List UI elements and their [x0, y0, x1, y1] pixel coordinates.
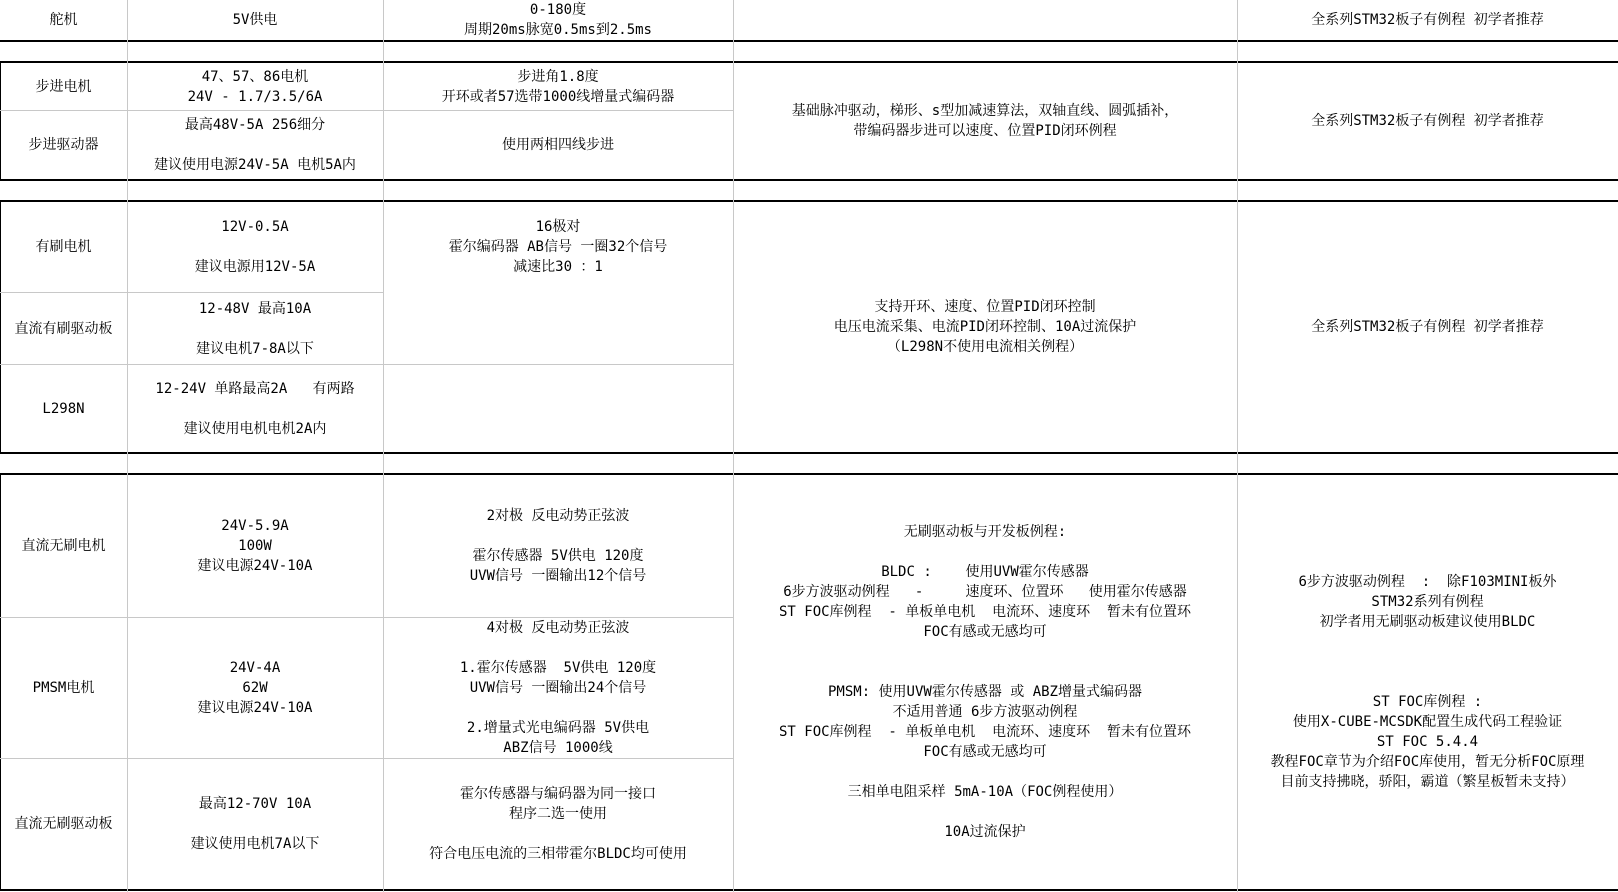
servo-label	[0, 0, 127, 40]
brushed-driver-spec-line: 建议电机7-8A以下	[196, 340, 314, 357]
brushless-examples-line: 三相单电阻采样 5mA-10A（FOC例程使用）	[847, 784, 1123, 800]
stepper-motor-spec-line: 47、57、86电机	[201, 68, 309, 85]
brushless-examples-line: FOC有感或无感均可	[923, 624, 1047, 640]
brushless-motor-spec-line: 24V-5.9A	[221, 518, 289, 534]
pmsm-label	[0, 618, 127, 758]
brushed-motor-feature	[383, 202, 733, 292]
brushless-support-line: 6步方波驱动例程 : 除F103MINI板外	[1298, 574, 1557, 590]
brushless-examples-line: PMSM: 使用UVW霍尔传感器 或 ABZ增量式编码器	[827, 684, 1142, 700]
brushed-motor-spec	[127, 202, 383, 292]
brushless-examples-line: 无刷驱动板与开发板例程:	[903, 524, 1067, 540]
pmsm-feature-line: UVW信号 一圈输出24个信号	[469, 680, 647, 696]
brushless-motor-spec	[127, 475, 383, 617]
pmsm-spec	[127, 618, 383, 758]
brushed-examples-line: （L298N不使用电流相关例程）	[886, 339, 1084, 355]
stepper-driver-feature	[383, 111, 733, 179]
brushless-examples	[733, 475, 1237, 889]
l298n-label	[0, 365, 127, 452]
brushed-examples-line: 电压电流采集、电流PID闭环控制、10A过流保护	[833, 319, 1137, 335]
l298n-spec-line	[251, 399, 259, 419]
l298n-spec-line: 建议使用电机电机2A内	[183, 420, 327, 437]
row-border	[0, 40, 1618, 42]
row-border	[0, 889, 1618, 891]
stepper-support-text: 全系列STM32板子有例程 初学者推荐	[1311, 113, 1544, 129]
brushless-examples-line: 6步方波驱动例程 - 速度环、位置环 使用霍尔传感器	[783, 584, 1187, 600]
brushed-driver-spec-line: 12-48V 最高10A	[198, 300, 312, 317]
l298n-label-text: L298N	[42, 400, 85, 417]
stepper-examples-line: 带编码器步进可以速度、位置PID闭环例程	[853, 123, 1117, 139]
brushed-motor-spec-line: 12V-0.5A	[221, 219, 289, 235]
brushed-support-text: 全系列STM32板子有例程 初学者推荐	[1311, 319, 1544, 335]
brushless-support-line: 教程FOC章节为介绍FOC库使用，暂无分析FOC原理	[1270, 754, 1585, 770]
brushless-support-line: 目前支持拂晓，骄阳，霸道（繁星板暂未支持）	[1280, 774, 1575, 790]
brushless-examples-line: BLDC : 使用UVW霍尔传感器	[881, 564, 1089, 580]
stepper-support	[1237, 63, 1618, 179]
brushless-driver-label-text: 直流无刷驱动板	[14, 816, 113, 832]
stepper-motor-spec-line: 24V - 1.7/3.5/6A	[187, 88, 323, 105]
servo-feature-line: 周期20ms脉宽0.5ms到2.5ms	[463, 22, 652, 38]
brushed-motor-feature-line: 16极对	[535, 219, 581, 235]
brushed-driver-label-text: 直流有刷驱动板	[14, 320, 113, 337]
brushed-examples	[733, 202, 1237, 452]
pmsm-spec-line: 62W	[242, 680, 268, 696]
row-border	[0, 179, 1618, 181]
pmsm-label-text: PMSM电机	[32, 680, 95, 696]
servo-spec-text: 5V供电	[232, 12, 278, 28]
brushless-driver-feature-line: 程序二选一使用	[509, 806, 607, 822]
brushless-support-line: ST FOC库例程 :	[1372, 694, 1483, 710]
brushless-examples-line: FOC有感或无感均可	[923, 744, 1047, 760]
pmsm-feature-line: 1.霍尔传感器 5V供电 120度	[459, 660, 657, 676]
pmsm-spec-line: 24V-4A	[229, 660, 281, 676]
l298n-spec-line: 12-24V 单路最高2A 有两路	[155, 380, 355, 397]
brushless-driver-spec-line	[251, 814, 259, 834]
stepper-driver-spec-line: 最高48V-5A 256细分	[184, 117, 326, 133]
servo-spec	[127, 0, 383, 40]
brushless-motor-feature-line	[554, 526, 562, 546]
brushed-examples-line: 支持开环、速度、位置PID闭环控制	[874, 299, 1096, 315]
brushless-motor-label	[0, 475, 127, 617]
row-border	[0, 452, 1618, 454]
brushless-driver-feature	[383, 759, 733, 889]
brushed-motor-feature-line: 霍尔编码器 AB信号 一圈32个信号	[448, 239, 668, 255]
stepper-motor-label-text: 步进电机	[35, 78, 92, 95]
l298n-spec	[127, 365, 383, 452]
brushless-examples-line	[981, 642, 989, 662]
brushless-driver-feature-line: 符合电压电流的三相带霍尔BLDC均可使用	[429, 846, 687, 862]
stepper-driver-label	[0, 111, 127, 179]
brushed-driver-spec-line	[251, 319, 259, 339]
stepper-driver-label-text: 步进驱动器	[28, 137, 99, 153]
brushless-support-line	[1423, 652, 1431, 672]
servo-feature	[383, 0, 733, 40]
pmsm-feature-line: 2.增量式光电编码器 5V供电	[466, 720, 650, 736]
stepper-driver-spec-line	[251, 135, 259, 155]
brushed-support	[1237, 202, 1618, 452]
stepper-motor-feature-line: 开环或者57选带1000线增量式编码器	[441, 88, 675, 105]
pmsm-feature-line	[554, 698, 562, 718]
brushless-examples-line	[981, 662, 989, 682]
stepper-examples	[733, 63, 1237, 179]
servo-support	[1237, 0, 1618, 40]
stepper-motor-feature	[383, 63, 733, 110]
brushless-motor-feature	[383, 475, 733, 617]
brushless-driver-spec	[127, 759, 383, 889]
brushless-examples-line: 不适用普通 6步方波驱动例程	[892, 704, 1078, 720]
brushless-examples-line	[981, 542, 989, 562]
brushed-motor-feature-line: 减速比30 ：1	[513, 259, 603, 275]
stepper-driver-spec-line: 建议使用电源24V-5A 电机5A内	[154, 157, 356, 173]
brushless-motor-feature-line: 霍尔传感器 5V供电 120度	[472, 548, 644, 564]
brushless-examples-line: ST FOC库例程 - 单板单电机 电流环、速度环 暂未有位置环	[778, 604, 1191, 620]
brushed-motor-spec-line: 建议电源用12V-5A	[194, 259, 316, 275]
brushless-driver-spec-line: 最高12-70V 10A	[198, 796, 312, 812]
brushless-support-line: 使用X-CUBE-MCSDK配置生成代码工程验证	[1292, 714, 1563, 730]
pmsm-feature-line	[554, 638, 562, 658]
pmsm-feature-line: ABZ信号 1000线	[503, 740, 613, 756]
pmsm-feature	[383, 618, 733, 758]
brushless-motor-feature-line: UVW信号 一圈输出12个信号	[469, 568, 647, 584]
stepper-motor-feature-line: 步进角1.8度	[517, 68, 599, 85]
brushless-motor-spec-line: 建议电源24V-10A	[197, 558, 313, 574]
brushed-motor-spec-line	[251, 237, 259, 257]
brushless-driver-feature-line	[554, 824, 562, 844]
brushless-motor-spec-line: 100W	[238, 538, 272, 554]
brushless-motor-label-text: 直流无刷电机	[21, 538, 106, 554]
brushless-examples-line: ST FOC库例程 - 单板单电机 电流环、速度环 暂未有位置环	[778, 724, 1191, 740]
brushed-motor-label	[0, 202, 127, 292]
stepper-examples-line: 基础脉冲驱动，梯形、s型加减速算法，双轴直线、圆弧插补，	[791, 103, 1179, 119]
brushless-support-line	[1423, 632, 1431, 652]
brushed-driver-spec	[127, 293, 383, 364]
brushless-support-line: STM32系列有例程	[1371, 594, 1484, 610]
pmsm-spec-line: 建议电源24V-10A	[197, 700, 313, 716]
servo-label-text: 舵机	[49, 12, 78, 28]
brushless-support-line	[1423, 672, 1431, 692]
brushless-motor-feature-line: 2对极 反电动势正弦波	[486, 508, 630, 524]
servo-feature-line: 0-180度	[529, 2, 587, 18]
brushed-driver-label	[0, 293, 127, 364]
brushless-examples-line: 10A过流保护	[944, 824, 1026, 840]
brushless-support	[1237, 475, 1618, 889]
pmsm-feature-line: 4对极 反电动势正弦波	[486, 620, 630, 636]
stepper-motor-spec	[127, 63, 383, 110]
brushless-support-line: 初学者用无刷驱动板建议使用BLDC	[1319, 614, 1536, 630]
brushless-driver-feature-line: 霍尔传感器与编码器为同一接口	[460, 786, 656, 802]
stepper-motor-label	[0, 63, 127, 110]
stepper-driver-spec	[127, 111, 383, 179]
brushless-examples-line	[981, 802, 989, 822]
brushless-support-line: ST FOC 5.4.4	[1376, 734, 1479, 750]
servo-support-text: 全系列STM32板子有例程 初学者推荐	[1311, 12, 1544, 28]
stepper-driver-feature-text: 使用两相四线步进	[502, 137, 614, 153]
brushless-examples-line	[981, 762, 989, 782]
brushed-motor-label-text: 有刷电机	[35, 239, 92, 255]
brushless-driver-spec-line: 建议使用电机7A以下	[190, 836, 320, 852]
brushless-driver-label	[0, 759, 127, 889]
